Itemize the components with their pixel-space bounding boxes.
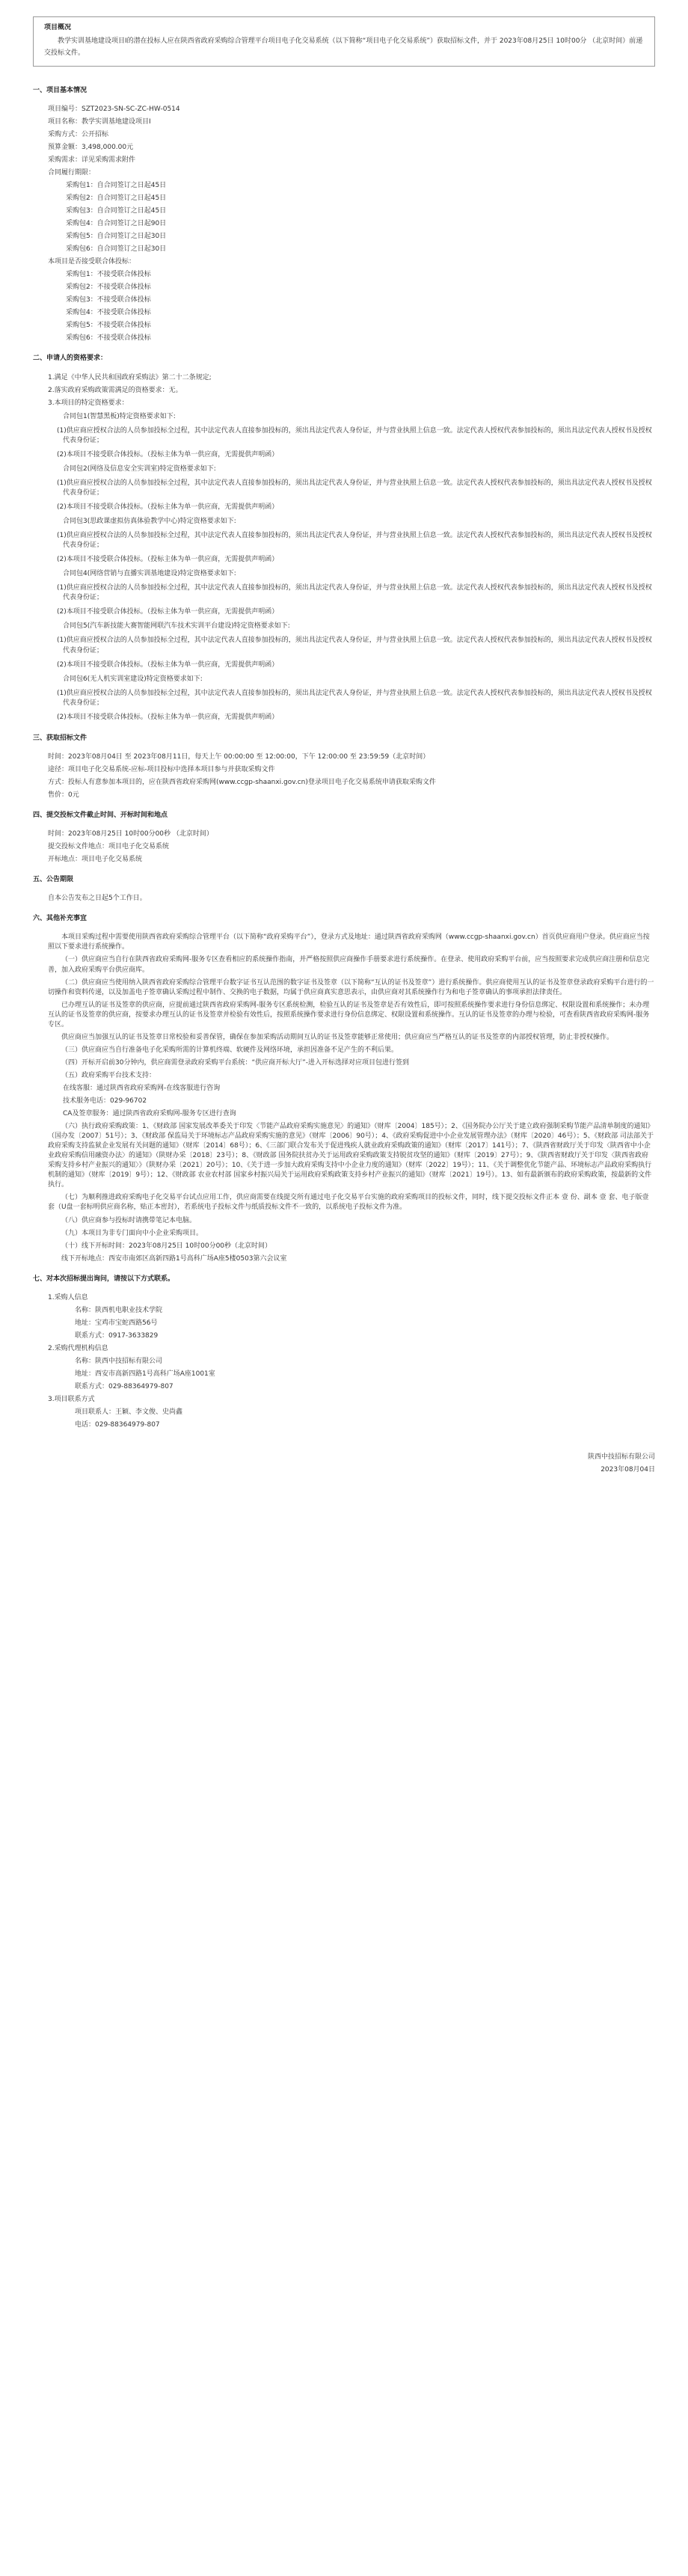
contact-group-title: 1.采购人信息 — [48, 1293, 88, 1301]
submission-location: 提交投标文件地点：项目电子化交易系统 — [48, 843, 170, 851]
project-info-item: 项目名称：教学实训基地建设项目Ⅰ — [48, 117, 151, 126]
package-title: 合同包5(汽车新技能大赛智能网联汽车技术实训平台建设)特定资格要求如下: — [63, 622, 290, 631]
project-info-item: 采购包2：自合同签订之日起45日 — [66, 194, 167, 202]
offline-opening-time: （十）线下开标时间：2023年08月25日 10时00分00秒（北京时间） — [61, 1242, 272, 1250]
section-heading: 一、项目基本情况 — [33, 86, 87, 94]
note-tech-support: （五）政府采购平台技术支持： — [61, 1071, 156, 1079]
section-heading: 五、公告期限 — [33, 876, 74, 884]
package-requirement-2: (2)本项目不接受联合体投标。（投标主体为单一供应商，无需提供声明函） — [57, 450, 279, 459]
qualification-item: 2.落实政府采购政策需满足的资格要求：无。 — [48, 386, 182, 394]
package-requirement-1: (1)供应商应授权合法的人员参加投标全过程，其中法定代表人直接参加投标的，须出具法定代表人身份证，并与营业执照上信息一致。法定代表人授权代表参加投标的，须出具法定代表人授权书及授权代表身份证； — [57, 689, 652, 707]
package-requirement-2: (2)本项目不接受联合体投标。（投标主体为单一供应商，无需提供声明函） — [57, 503, 279, 511]
note-sme: （九）本项目为非专门面向中小企业采购项目。 — [61, 1229, 203, 1237]
contact-detail: 电话：029-88364979-807 — [75, 1421, 160, 1429]
section-deadline — [33, 811, 655, 866]
project-info-item: 合同履行期限： — [48, 168, 96, 177]
tech-support-online: 在线客服：通过陕西省政府采购网-在线客服进行咨询 — [63, 1084, 221, 1092]
note-certificates: （二）供应商应当使用纳入陕西省政府采购综合管理平台数字证书互认范围的数字证书及签章（以下简称“互认的证书及签章”）进行系统操作。供应商使用互认的证书及签章登录政府采购平台进行的一切操作和资料传递，以及加盖电子签章确认采购过程中制作、交换的电子数据，均属于供应商真实意思表示，由供应商对其系统操作行为和电子签章确认的事项承担法律责任。 — [48, 978, 654, 996]
package-requirement-1: (1)供应商应授权合法的人员参加投标全过程，其中法定代表人直接参加投标的，须出具法定代表人身份证，并与营业执照上信息一致。法定代表人授权代表参加投标的，须出具法定代表人授权书及授权代表身份证； — [57, 426, 652, 444]
offline-opening-location: 线下开标地点：西安市南郊区高新四路1号高科广场A座5楼0503第六会议室 — [61, 1254, 287, 1263]
section-announcement-period — [33, 875, 655, 905]
section-heading: 四、提交投标文件截止时间、开标时间和地点 — [33, 812, 168, 820]
qualification-item: 1.满足《中华人民共和国政府采购法》第二十二条规定; — [48, 373, 212, 381]
section-heading: 三、获取招标文件 — [33, 734, 87, 742]
package-requirement-1: (1)供应商应授权合法的人员参加投标全过程，其中法定代表人直接参加投标的，须出具法定代表人身份证，并与营业执照上信息一致。法定代表人授权代表参加投标的，须出具法定代表人授权书及授权代表身份证； — [57, 479, 652, 497]
obtain-time: 时间：2023年08月04日 至 2023年08月11日，每天上午 00:00:00 至 12:00:00，下午 12:00:00 至 23:59:59（北京时间） — [48, 752, 430, 761]
package-title: 合同包4(网络营销与直播实训基地建设)特定资格要求如下: — [63, 570, 236, 578]
project-info-item: 采购包3：不接受联合体投标 — [66, 296, 151, 304]
contact-detail: 项目联系人：王颖、李文俊、史尚鑫 — [75, 1408, 183, 1417]
package-requirement-2: (2)本项目不接受联合体投标。（投标主体为单一供应商，无需提供声明函） — [57, 713, 279, 721]
project-info-item: 采购包1：自合同签订之日起45日 — [66, 181, 167, 189]
deadline-time: 时间：2023年08月25日 10时00分00秒 （北京时间） — [48, 830, 213, 838]
signature-block — [33, 1439, 655, 1476]
project-info-item: 采购方式：公开招标 — [48, 130, 109, 138]
package-requirement-2: (2)本项目不接受联合体投标。（投标主体为单一供应商，无需提供声明函） — [57, 608, 279, 616]
package-requirement-2: (2)本项目不接受联合体投标。（投标主体为单一供应商，无需提供声明函） — [57, 660, 279, 669]
note-certificate-setup: 已办理互认的证书及签章的供应商，应提前通过陕西省政府采购网-服务专区系统检测，检验互认的证书及签章是否有效性后，即可按照系统操作要求进行身份信息绑定、权限设置和系统操作；未办理互认的证书及签章的供应商，按要求办理互认的证书及签章并检验有效性后，按照系统操作要求进行身份信息绑定、权限设置和系统操作。互认的证书及签章的办理与检验，可查看陕西省政府采购网-服务专区。 — [48, 1001, 650, 1028]
package-requirement-1: (1)供应商应授权合法的人员参加投标全过程，其中法定代表人直接参加投标的，须出具法定代表人身份证，并与营业执照上信息一致。法定代表人授权代表参加投标的，须出具法定代表人授权书及授权代表身份证； — [57, 637, 652, 654]
project-info-item: 预算金额：3,498,000.00元 — [48, 143, 134, 151]
project-info-item: 采购包3：自合同签订之日起45日 — [66, 206, 167, 215]
issuer-name: 陕西中技招标有限公司 — [587, 1453, 655, 1462]
section-obtain-documents — [33, 734, 655, 802]
project-info-item: 项目编号：SZT2023-SN-SC-ZC-HW-0514 — [48, 105, 180, 113]
obtain-price: 售价：0元 — [48, 791, 79, 799]
package-requirement-2: (2)本项目不接受联合体投标。（投标主体为单一供应商，无需提供声明函） — [57, 556, 279, 564]
note-certificate-custody: 供应商应当加强互认的证书及签章日常校验和妥善保管，确保在参加采购活动期间互认的证书及签章能够正常使用；供应商应当严格互认的证书及签章的内部授权管理，防止非授权操作。 — [61, 1033, 614, 1041]
tech-support-phone: 技术服务电话：029-96702 — [63, 1097, 147, 1105]
package-title: 合同包3(思政课虚拟仿真体验教学中心)特定资格要求如下: — [63, 518, 236, 526]
qualification-item: 3.本项目的特定资格要求： — [48, 399, 129, 407]
project-info-list — [33, 103, 655, 346]
issue-date: 2023年08月04日 — [601, 1466, 655, 1474]
section-qualifications — [33, 354, 655, 724]
project-info-item: 采购包6：不接受联合体投标 — [66, 334, 151, 343]
contact-list — [33, 1292, 655, 1432]
project-info-item: 采购需求：详见采购需求附件 — [48, 156, 136, 164]
note-registration: （一）供应商应当自行在陕西省政府采购网-服务专区查看相应的系统操作指南，并严格按照供应商操作手册要求进行系统操作。在登录、使用政府采购平台前，应当按照要求完成供应商注册和信息完善，加入政府采购平台供应商库。 — [48, 956, 650, 974]
summary-title: 项目概况 — [44, 24, 72, 31]
contact-detail: 地址：宝鸡市宝蛇西路56号 — [75, 1319, 158, 1327]
contact-detail: 联系方式：029-88364979-807 — [75, 1383, 173, 1391]
project-info-item: 采购包2：不接受联合体投标 — [66, 283, 151, 292]
contact-detail: 地址：西安市高新四路1号高科广场A座1001室 — [75, 1370, 215, 1379]
section-project-info — [33, 86, 655, 346]
contact-group-title: 2.采购代理机构信息 — [48, 1344, 108, 1352]
contact-detail: 名称：陕西中技招标有限公司 — [75, 1358, 163, 1365]
obtain-method: 方式：投标人有意参加本项目的，应在陕西省政府采购网(www.ccgp-shaanxi.gov.cn)登录项目电子化交易系统申请获取采购文件 — [48, 778, 436, 786]
project-info-item: 采购包4：不接受联合体投标 — [66, 309, 151, 317]
section-contacts — [33, 1275, 655, 1432]
note-offline-documents: （七）为顺利推进政府采购电子化交易平台试点应用工作，供应商需要在线提交所有通过电子化交易平台实施的政府采购项目的投标文件，同时，线下提交投标文件正本 壹 份、副本 壹 套、电子版壹 套（U盘一套标明供应商名称，贴正本密封），若系统电子投标文件与纸质投标文件不一致的，以系统电子投标文件为准。 — [48, 1194, 649, 1212]
project-info-item: 采购包4：自合同签订之日起90日 — [66, 220, 167, 228]
package-title: 合同包1(智慧黑板)特定资格要求如下: — [63, 412, 176, 420]
project-info-item: 采购包5：自合同签订之日起30日 — [66, 233, 167, 241]
package-requirement-1: (1)供应商应授权合法的人员参加投标全过程，其中法定代表人直接参加投标的，须出具法定代表人身份证，并与营业执照上信息一致。法定代表人授权代表参加投标的，须出具法定代表人授权书及授权代表身份证； — [57, 532, 652, 550]
package-title: 合同包2(网络及信息安全实训室)特定资格要求如下: — [63, 464, 216, 473]
announcement-period: 自本公告发布之日起5个工作日。 — [48, 895, 147, 903]
section-heading: 六、其他补充事宜 — [33, 915, 87, 923]
opening-location: 开标地点：项目电子化交易系统 — [48, 856, 143, 864]
project-info-item: 采购包5：不接受联合体投标 — [66, 322, 151, 330]
project-info-item: 采购包1：不接受联合体投标 — [66, 271, 151, 279]
note-policies: （六）执行政府采购政策：1、《财政部 国家发展改革委关于印发〈节能产品政府采购实施意见〉的通知》（财库〔2004〕185号）；2、《国务院办公厅关于建立政府强制采购节能产品清单制度的通知》（国办发〔2007〕51号）；3、《财政部 保监局关于环境标志产品政府采购实施的意见》（财库〔2006〕90号）；4、《政府采购促进中小企业发展管理办法》（财库〔2020〕46号）；5、《财政部 司法部关于政府采购支持监狱企业发展有关问题的通知》（财库〔2014〕68号）；6、《三部门联合发布关于促进残疾人就业政府采购政策的通知》（财库〔2017〕141号）；7、《陕西省财政厅关于印发〈陕西省中小企业政府采购信用融资办法〉的通知》（陕财办采〔2018〕23号）；8、《财政部 国务院扶贫办关于运用政府采购政策支持脱贫攻坚的通知》（财库〔2019〕27号）；9、《陕西省财政厅关于印发〈陕西省政府采购支持乡村产业振兴的通知〉》（陕财办采〔2021〕20号）；10、《关于进一步加大政府采购支持中小企业力度的通知》（财库〔2022〕19号）；11、《关于调整优化节能产品、环境标志产品政府采购执行机制的通知》（财库〔2019〕9号）；12、《财政部 农业农村部 国家乡村振兴局关于运用政府采购政策支持乡村产业振兴的通知》（财库〔2021〕19号）。13、如有最新颁布的政府采购政策，按最新的文件执行。 — [48, 1123, 654, 1189]
note-laptop: （八）供应商参与投标时请携带笔记本电脑。 — [61, 1216, 197, 1224]
project-info-item: 本项目是否接受联合体投标： — [48, 258, 136, 266]
platform-intro: 本项目采购过程中需要使用陕西省政府采购综合管理平台（以下简称“政府采购平台”），登录方式及地址：通过陕西省政府采购网（www.ccgp-shaanxi.gov.cn）首页供应商用户登录。供应商应当按照以下要求进行系统操作。 — [48, 933, 650, 951]
project-summary-box — [33, 16, 655, 67]
contact-detail: 联系方式：0917-3633829 — [75, 1331, 159, 1340]
contact-group-title: 3.项目联系方式 — [48, 1396, 95, 1404]
summary-text: 教学实训基地建设项目Ⅰ的潜在投标人应在陕西省政府采购综合管理平台项目电子化交易系统（以下简称“项目电子化交易系统”）获取招标文件，并于 2023年08月25日 10时00分 （北京时间）前递交投标文件。 — [44, 37, 643, 57]
section-heading: 二、申请人的资格要求： — [33, 355, 108, 363]
tech-support-ca: CA及签章服务：通过陕西省政府采购网-服务专区进行查询 — [63, 1110, 236, 1118]
section-other-matters — [33, 914, 655, 1265]
note-equipment: （三）供应商应当自行准备电子化采购所需的计算机终端、软硬件及网络环境，承担因准备不足产生的不利后果。 — [61, 1046, 399, 1054]
package-requirements — [33, 410, 655, 725]
project-info-item: 采购包6：自合同签订之日起30日 — [66, 245, 167, 254]
contact-detail: 名称：陕西机电职业技术学院 — [75, 1306, 163, 1314]
obtain-channel: 途径：项目电子化交易系统-应标-项目投标中选择本项目参与并获取采购文件 — [48, 765, 275, 773]
section-heading: 七、对本次招标提出询问，请按以下方式联系。 — [33, 1275, 175, 1283]
note-sign-in: （四）开标开启前30分钟内，供应商需登录政府采购平台系统：“供应商开标大厅”-进入开标选择对应项目包进行签到 — [61, 1058, 410, 1067]
package-requirement-1: (1)供应商应授权合法的人员参加投标全过程，其中法定代表人直接参加投标的，须出具法定代表人身份证，并与营业执照上信息一致。法定代表人授权代表参加投标的，须出具法定代表人授权书及授权代表身份证； — [57, 584, 652, 602]
package-title: 合同包6(无人机实训室建设)特定资格要求如下: — [63, 675, 203, 683]
